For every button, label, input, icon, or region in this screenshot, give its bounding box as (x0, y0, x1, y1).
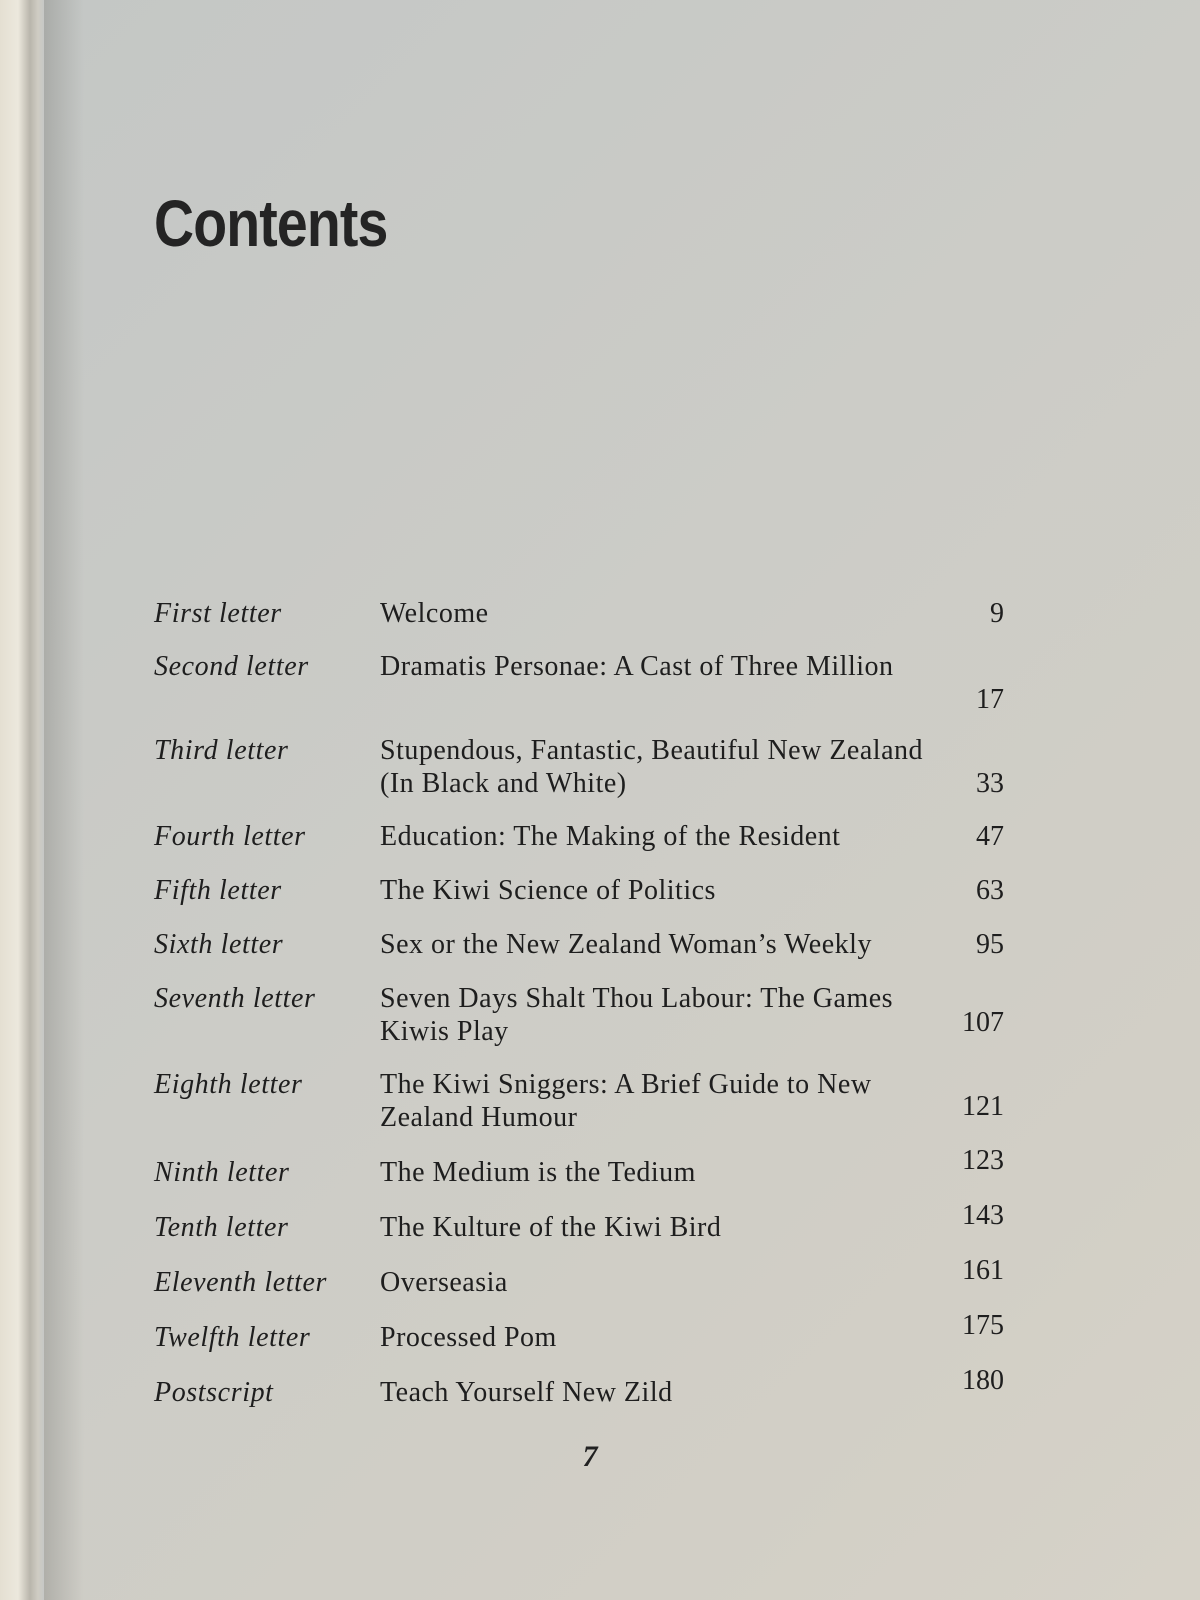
toc-letter-label: First letter (154, 598, 282, 629)
toc-page-number: 161 (962, 1255, 1004, 1286)
toc-letter-label: Sixth letter (154, 929, 284, 960)
toc-page-number: 47 (976, 821, 1004, 852)
toc-letter-label: Eleventh letter (154, 1267, 328, 1298)
toc-letter-label: Fourth letter (154, 821, 306, 852)
toc-page-number: 123 (962, 1145, 1004, 1176)
toc-letter-label: Seventh letter (154, 983, 316, 1014)
toc-page-number: 9 (990, 598, 1004, 629)
toc-page-number: 121 (962, 1091, 1004, 1122)
toc-chapter-title: The Kiwi Sniggers: A Brief Guide to New Zealand Humour (380, 1069, 872, 1133)
toc-chapter-title: The Kiwi Science of Politics (380, 875, 716, 906)
toc-letter-label: Twelfth letter (154, 1322, 311, 1353)
page-number-footer: 7 (582, 1440, 598, 1473)
toc-chapter-title: The Kulture of the Kiwi Bird (380, 1212, 722, 1243)
toc-page-number: 95 (976, 929, 1004, 960)
toc-chapter-title: The Medium is the Tedium (380, 1157, 696, 1188)
toc-chapter-title: Stupendous, Fantastic, Beautiful New Zealand (In Black and White) (380, 735, 923, 799)
toc-chapter-title: Education: The Making of the Resident (380, 821, 841, 852)
toc-chapter-title: Overseasia (380, 1267, 508, 1298)
toc-letter-label: Tenth letter (154, 1212, 289, 1243)
toc-letter-label: Third letter (154, 735, 289, 766)
toc-chapter-title: Welcome (380, 598, 489, 629)
toc-page-number: 63 (976, 875, 1004, 906)
book-gutter (0, 0, 44, 1600)
toc-page-number: 107 (962, 1007, 1004, 1038)
table-of-contents (44, 0, 1200, 1600)
toc-letter-label: Postscript (154, 1377, 274, 1408)
toc-letter-label: Fifth letter (154, 875, 282, 906)
toc-page-number: 17 (976, 684, 1004, 715)
toc-letter-label: Ninth letter (154, 1157, 290, 1188)
toc-page-number: 180 (962, 1365, 1004, 1396)
contents-page (44, 0, 1200, 1600)
toc-chapter-title: Sex or the New Zealand Woman’s Weekly (380, 929, 872, 960)
toc-letter-label: Second letter (154, 651, 309, 682)
toc-page-number: 175 (962, 1310, 1004, 1341)
toc-chapter-title: Teach Yourself New Zild (380, 1377, 673, 1408)
toc-page-number: 143 (962, 1200, 1004, 1231)
toc-page-number: 33 (976, 768, 1004, 799)
toc-chapter-title: Dramatis Personae: A Cast of Three Million (380, 651, 894, 682)
toc-letter-label: Eighth letter (154, 1069, 303, 1100)
page-title: Contents (154, 186, 388, 260)
toc-chapter-title: Seven Days Shalt Thou Labour: The Games Kiwis Play (380, 983, 894, 1047)
toc-chapter-title: Processed Pom (380, 1322, 557, 1353)
